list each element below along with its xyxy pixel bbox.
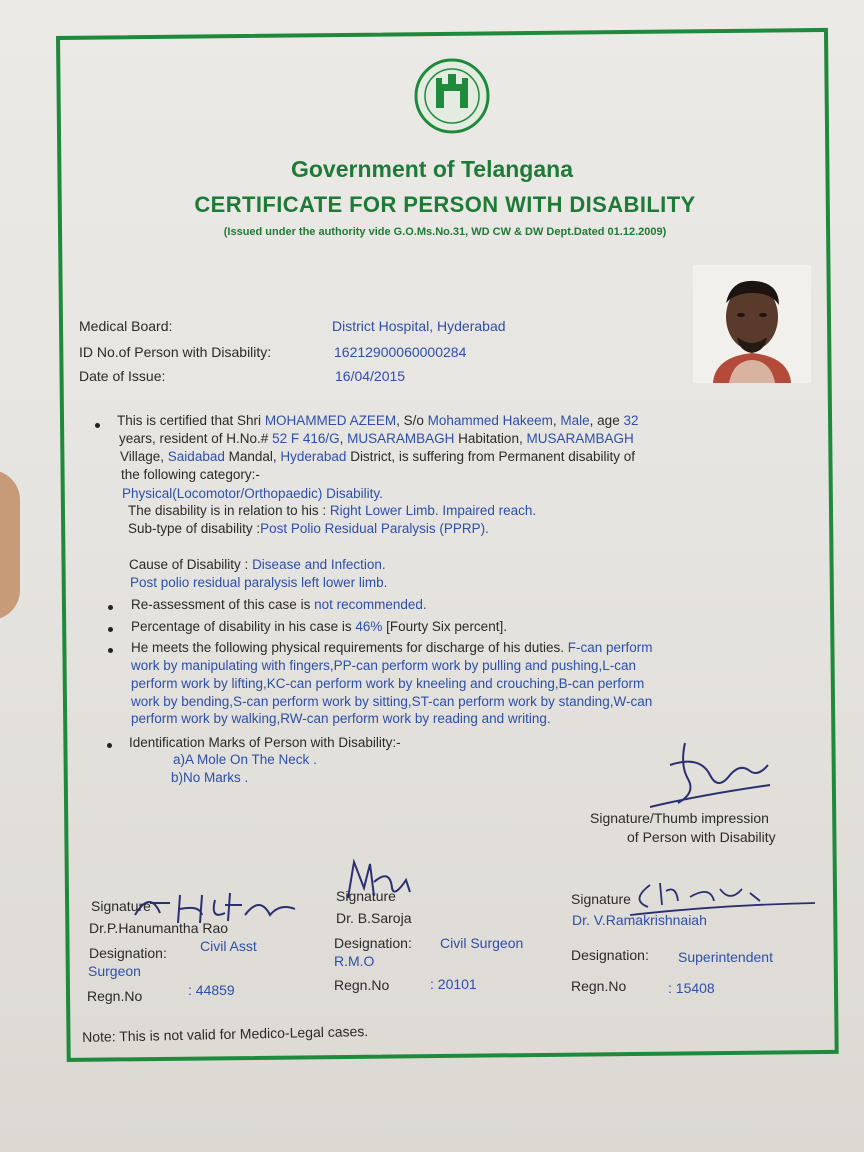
signatory-2-signature	[340, 858, 420, 903]
requirements-line-1: He meets the following physical requirements for discharge of his duties. F-can perform	[131, 640, 653, 655]
disability-relation: The disability is in relation to his : Right Lower Limb. Impaired reach.	[128, 503, 537, 518]
bullet	[95, 423, 100, 428]
signatory-1-designation-label: Designation:	[89, 945, 167, 961]
person-signature-label-2: of Person with Disability	[627, 829, 776, 845]
disability-subtype: Sub-type of disability :Post Polio Residual Paralysis (PPRP).	[128, 521, 489, 536]
thumb	[0, 470, 20, 620]
medical-board-label: Medical Board:	[79, 318, 173, 334]
identification-mark-a: a)A Mole On The Neck .	[173, 752, 317, 767]
signatory-3-designation-label: Designation:	[571, 947, 649, 963]
person-signature	[640, 735, 780, 815]
person-signature-label-1: Signature/Thumb impression	[590, 810, 769, 826]
signatory-2-signature-label: Signature	[336, 888, 396, 904]
disability-id-label: ID No.of Person with Disability:	[79, 344, 272, 360]
bullet	[108, 627, 113, 632]
person-photo	[693, 265, 811, 383]
issued-authority-note: (Issued under the authority vide G.O.Ms.No.31, WD CW & DW Dept.Dated 01.12.2009)	[223, 226, 667, 238]
signatory-1-designation-value-2: Surgeon	[88, 963, 141, 979]
signatory-2-designation-label: Designation:	[334, 935, 412, 951]
requirements-line-3: perform work by lifting,KC-can perform work by kneeling and crouching,B-can perform	[131, 676, 645, 691]
signatory-3-regn-label: Regn.No	[571, 978, 627, 994]
signatory-2-regn-label: Regn.No	[334, 977, 390, 993]
cause-of-disability: Cause of Disability : Disease and Infection.	[129, 557, 386, 572]
requirements-line-5: perform work by walking,RW-can perform work by reading and writing.	[131, 711, 551, 726]
signatory-1-name: Dr.P.Hanumantha Rao	[89, 920, 229, 936]
signatory-2-regn-value: : 20101	[430, 976, 477, 992]
identification-mark-b: b)No Marks .	[171, 770, 249, 785]
disability-category: Physical(Locomotor/Orthopaedic) Disability.	[122, 486, 383, 501]
cause-detail: Post polio residual paralysis left lower limb.	[130, 575, 388, 590]
certification-line-2: years, resident of H.No.# 52 F 416/G, MUSARAMBAGH Habitation, MUSARAMBAGH	[119, 431, 634, 446]
signatory-1-regn-value: : 44859	[188, 982, 235, 998]
signatory-3-name: Dr. V.Ramakrishnaiah	[572, 912, 707, 928]
signatory-2-designation-value-2: R.M.O	[334, 953, 375, 969]
government-title: Government of Telangana	[290, 156, 573, 182]
medico-legal-note: Note: This is not valid for Medico-Legal cases.	[82, 1023, 369, 1045]
signatory-2-name: Dr. B.Saroja	[336, 910, 412, 926]
telangana-emblem-icon	[414, 58, 490, 134]
requirements-line-4: work by bending,S-can perform work by sitting,ST-can perform work by standing,W-can	[131, 694, 653, 709]
identification-marks-label: Identification Marks of Person with Disability:-	[129, 735, 401, 750]
signatory-3-regn-value: : 15408	[668, 980, 715, 996]
medical-board-value: District Hospital, Hyderabad	[332, 318, 506, 334]
certificate-title: CERTIFICATE FOR PERSON WITH DISABILITY	[194, 192, 696, 217]
certification-line-4: the following category:-	[121, 467, 260, 482]
percentage-line: Percentage of disability in his case is 46% [Fourty Six percent].	[131, 619, 507, 634]
signatory-3-signature-label: Signature	[571, 891, 631, 907]
date-of-issue-label: Date of Issue:	[79, 368, 166, 384]
requirements-line-2: work by manipulating with fingers,PP-can perform work by pulling and pushing,L-can	[131, 658, 637, 673]
reassessment-line: Re-assessment of this case is not recommended.	[131, 597, 427, 612]
certification-line-3: Village, Saidabad Mandal, Hyderabad District, is suffering from Permanent disability of	[120, 449, 636, 464]
signatory-1-regn-label: Regn.No	[87, 988, 143, 1004]
disability-id-value: 16212900060000284	[334, 344, 467, 360]
certification-line-1: This is certified that Shri MOHAMMED AZEEM, S/o Mohammed Hakeem, Male, age 32	[117, 413, 639, 428]
signatory-1-designation-value: Civil Asst	[200, 938, 257, 954]
signatory-3-designation-value: Superintendent	[678, 949, 773, 965]
bullet	[107, 743, 112, 748]
bullet	[108, 648, 113, 653]
date-of-issue-value: 16/04/2015	[335, 368, 406, 384]
signatory-2-designation-value: Civil Surgeon	[440, 935, 524, 951]
signatory-1-signature-label: Signature	[91, 898, 151, 914]
bullet	[108, 605, 113, 610]
